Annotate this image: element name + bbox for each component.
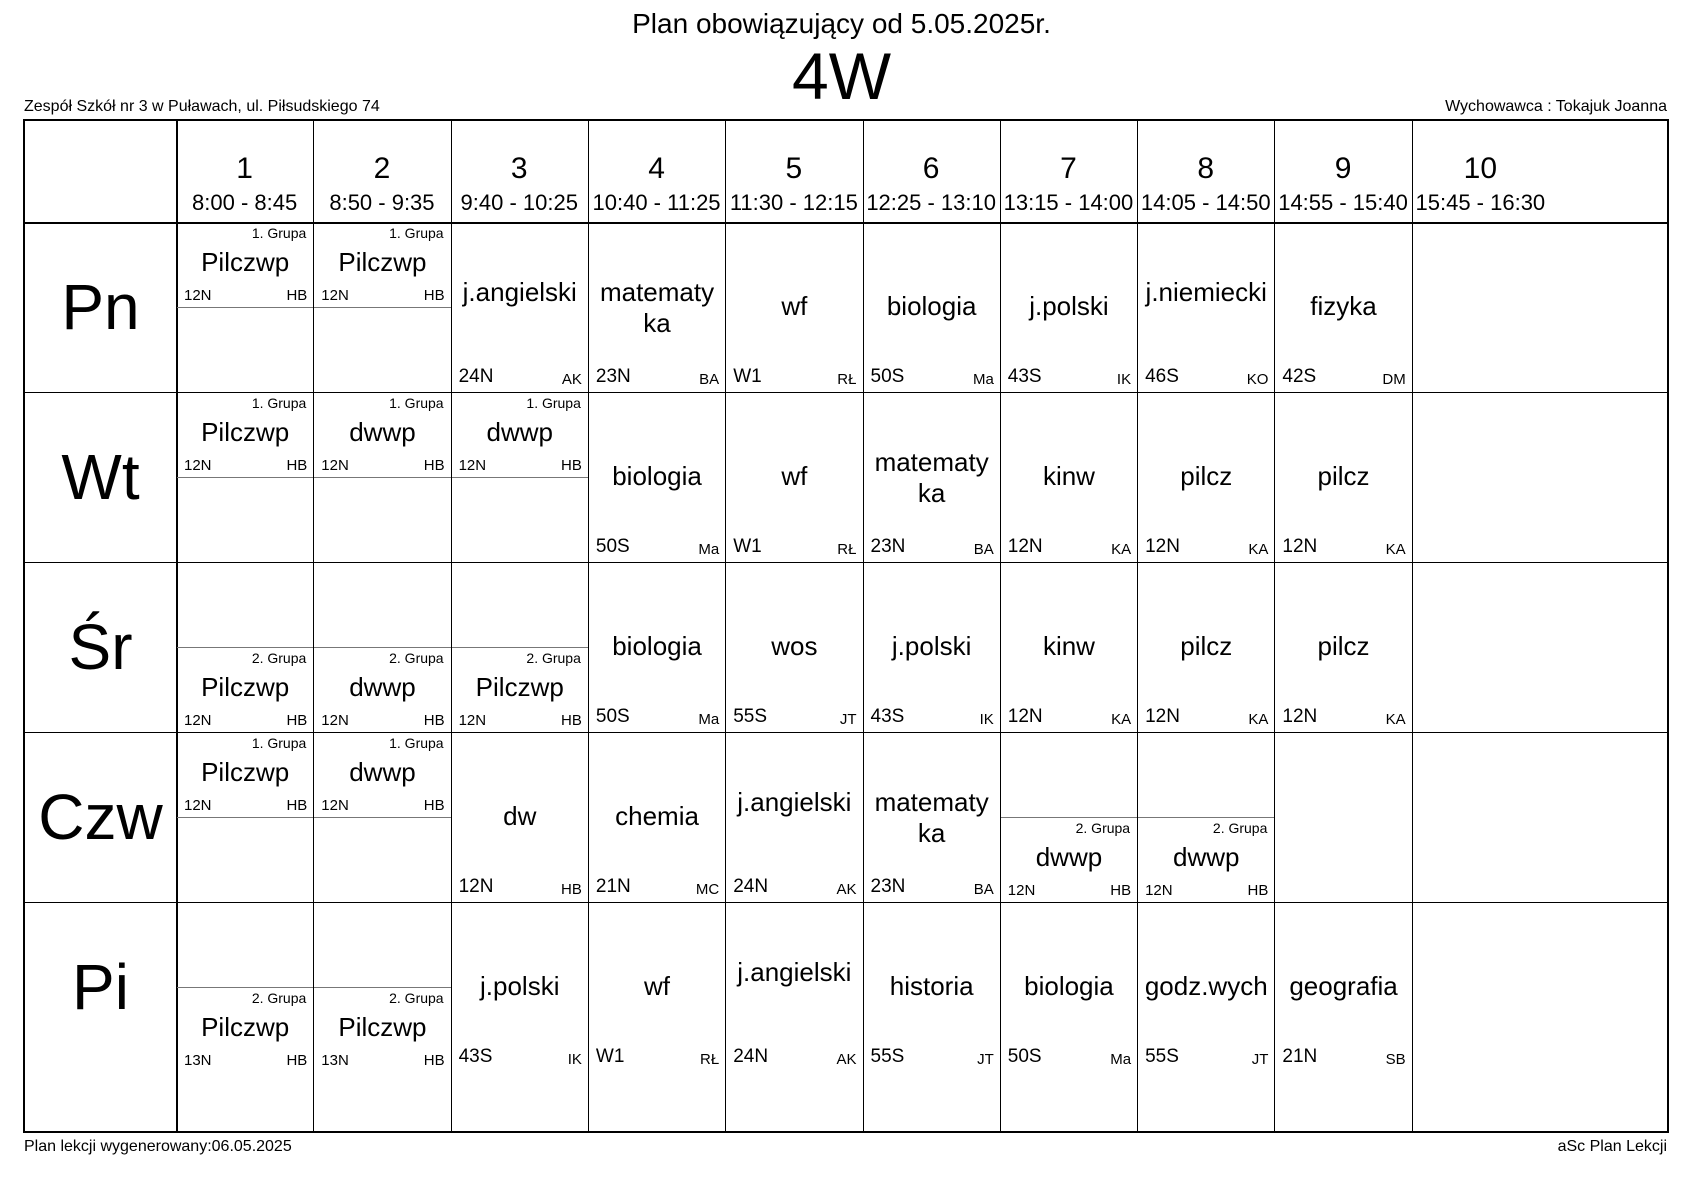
teacher-initials: JT xyxy=(839,711,857,728)
teacher-initials: HB xyxy=(561,457,582,474)
period-number: 7 xyxy=(1060,152,1077,185)
period-header xyxy=(176,121,313,222)
subject-name: chemia xyxy=(615,801,699,831)
lesson-cell xyxy=(864,393,1000,562)
period-header xyxy=(451,121,588,222)
room-number: W1 xyxy=(595,1046,625,1067)
generated-date: Plan lekcji wygenerowany:06.05.2025 xyxy=(24,1138,292,1155)
period-header xyxy=(313,121,450,222)
day-label: Śr xyxy=(68,611,133,683)
teacher-initials: JT xyxy=(1251,1051,1269,1068)
room-number: 12N xyxy=(1007,882,1036,899)
lesson-cell xyxy=(726,563,862,732)
group-lesson xyxy=(452,647,588,732)
period-time: 12:25 - 13:10 xyxy=(866,190,996,215)
period-time: 8:00 - 8:45 xyxy=(192,190,298,215)
subject-name: dw xyxy=(503,801,537,831)
lesson-cell xyxy=(452,733,588,902)
lesson-cell xyxy=(864,223,1000,392)
teacher-initials: IK xyxy=(1116,371,1132,388)
class-name: 4W xyxy=(792,39,891,113)
room-number: 12N xyxy=(1145,706,1180,727)
teacher-initials: HB xyxy=(286,1052,308,1069)
grid-vline xyxy=(1412,121,1413,1131)
teacher-initials: HB xyxy=(286,797,308,814)
period-header xyxy=(588,121,725,222)
teacher-initials: HB xyxy=(423,287,445,304)
subject-name: j.polski xyxy=(1029,291,1109,321)
subject-name: j.angielski xyxy=(737,957,852,987)
group-lesson xyxy=(1138,817,1274,902)
room-number: 23N xyxy=(870,876,906,897)
group-label: 1. Grupa xyxy=(251,735,307,751)
lesson-cell xyxy=(1138,733,1274,902)
teacher-initials: AK xyxy=(836,1051,857,1068)
lesson-cell xyxy=(452,903,588,1072)
subject-name: j.polski xyxy=(480,971,560,1001)
group-label: 2. Grupa xyxy=(1212,820,1268,836)
teacher-initials: Ma xyxy=(972,371,994,388)
room-number: 23N xyxy=(870,536,906,557)
teacher-initials: KA xyxy=(1111,541,1132,558)
lesson-cell xyxy=(864,903,1000,1072)
subject-name: Pilczwp xyxy=(201,757,290,787)
teacher-initials: RŁ xyxy=(837,371,857,388)
lesson-cell xyxy=(177,223,313,392)
room-number: 13N xyxy=(321,1052,349,1069)
teacher-initials: AK xyxy=(836,881,857,898)
lesson-cell xyxy=(1275,903,1411,1072)
teacher-initials: KA xyxy=(1111,711,1132,728)
teacher-initials: IK xyxy=(979,711,994,728)
teacher-initials: KO xyxy=(1246,371,1269,388)
subject-name: biologia xyxy=(886,291,977,321)
lesson-cell xyxy=(1138,563,1274,732)
subject-name: pilcz xyxy=(1317,631,1370,661)
lesson-cell xyxy=(314,733,450,902)
subject-name: j.polski xyxy=(891,631,972,661)
group-label: 2. Grupa xyxy=(251,650,307,666)
room-number: 43S xyxy=(1007,366,1042,387)
teacher-initials: AK xyxy=(561,371,582,388)
lesson-cell xyxy=(589,563,725,732)
teacher-initials: BA xyxy=(973,541,994,558)
group-lesson xyxy=(177,987,313,1072)
period-time: 15:45 - 16:30 xyxy=(1415,190,1546,215)
teacher-initials: HB xyxy=(1247,882,1269,899)
room-number: 12N xyxy=(1007,536,1043,557)
room-number: 24N xyxy=(733,876,769,897)
teacher-initials: HB xyxy=(423,797,445,814)
subject-name: j.angielski xyxy=(462,277,577,307)
room-number: 12N xyxy=(458,457,487,474)
room-number: 24N xyxy=(458,366,494,387)
subject-name: dwwp xyxy=(1035,842,1103,872)
group-label: 1. Grupa xyxy=(389,225,444,241)
period-number: 6 xyxy=(922,152,940,185)
subject-name: Pilczwp xyxy=(475,672,564,702)
subject-name: kinw xyxy=(1042,461,1095,491)
lesson-cell xyxy=(452,563,588,732)
lesson-cell xyxy=(1001,563,1137,732)
group-lesson xyxy=(452,393,588,478)
period-time: 10:40 - 11:25 xyxy=(592,190,721,215)
period-number: 1 xyxy=(236,152,253,185)
timetable-grid xyxy=(23,119,1669,1133)
subject-name: matematyka xyxy=(874,787,989,848)
room-number: 21N xyxy=(1282,1046,1318,1067)
room-number: 43S xyxy=(870,706,905,727)
room-number: 50S xyxy=(595,536,630,557)
group-lesson xyxy=(177,223,313,308)
period-number: 10 xyxy=(1463,152,1498,185)
lesson-cell xyxy=(1001,223,1137,392)
subject-name: wf xyxy=(644,971,671,1001)
lesson-cell xyxy=(1275,563,1411,732)
room-number: 12N xyxy=(1145,536,1180,557)
subject-name: Pilczwp xyxy=(201,417,290,447)
lesson-cell xyxy=(726,393,862,562)
subject-name: godz.wych xyxy=(1144,971,1268,1001)
subject-name: geografia xyxy=(1289,971,1398,1001)
teacher-initials: Ma xyxy=(698,541,720,558)
subject-name: j.angielski xyxy=(737,787,852,817)
room-number: 23N xyxy=(595,366,631,387)
room-number: 50S xyxy=(1007,1046,1042,1067)
teacher-initials: HB xyxy=(1110,882,1132,899)
subject-name: Pilczwp xyxy=(338,1012,427,1042)
group-label: 1. Grupa xyxy=(251,225,307,241)
room-number: 55S xyxy=(870,1046,905,1067)
lesson-cell xyxy=(314,223,450,392)
room-number: 12N xyxy=(184,457,212,474)
room-number: 42S xyxy=(1282,366,1317,387)
subject-name: dwwp xyxy=(349,417,416,447)
day-label: Czw xyxy=(38,781,163,853)
group-lesson xyxy=(177,393,313,478)
day-label: Wt xyxy=(61,441,140,513)
group-lesson xyxy=(1001,817,1137,902)
room-number: W1 xyxy=(733,536,762,557)
day-label: Pn xyxy=(61,271,140,343)
software-credit: aSc Plan Lekcji xyxy=(1557,1138,1667,1155)
teacher-initials: BA xyxy=(699,371,720,388)
teacher-initials: KA xyxy=(1385,711,1406,728)
lesson-cell xyxy=(314,903,450,1072)
subject-name: wf xyxy=(781,291,808,321)
period-number: 5 xyxy=(785,152,803,185)
teacher-initials: HB xyxy=(423,1052,445,1069)
teacher-initials: HB xyxy=(423,712,445,729)
teacher-initials: HB xyxy=(286,287,308,304)
teacher-initials: KA xyxy=(1385,541,1406,558)
room-number: 12N xyxy=(458,712,487,729)
lesson-cell xyxy=(589,393,725,562)
lesson-cell xyxy=(1275,223,1411,392)
day-label: Pi xyxy=(72,951,129,1023)
group-label: 1. Grupa xyxy=(526,395,581,411)
teacher-initials: BA xyxy=(973,881,994,898)
teacher-initials: Ma xyxy=(698,711,720,728)
lesson-cell xyxy=(177,563,313,732)
room-number: 12N xyxy=(321,712,349,729)
room-number: 55S xyxy=(733,706,767,727)
subject-name: historia xyxy=(889,971,974,1001)
subject-name: dwwp xyxy=(349,672,416,702)
subject-name: Pilczwp xyxy=(201,1012,290,1042)
subject-name: pilcz xyxy=(1180,631,1233,661)
subject-name: matematyka xyxy=(599,277,715,338)
subject-name: pilcz xyxy=(1317,461,1370,491)
room-number: 24N xyxy=(733,1046,769,1067)
lesson-cell xyxy=(1138,393,1274,562)
period-time: 9:40 - 10:25 xyxy=(460,190,578,215)
group-label: 2. Grupa xyxy=(1075,820,1131,836)
period-header xyxy=(1137,121,1274,222)
room-number: 12N xyxy=(321,797,349,814)
subject-name: kinw xyxy=(1042,631,1095,661)
subject-name: dwwp xyxy=(1173,842,1240,872)
lesson-cell xyxy=(726,223,862,392)
subject-name: j.niemiecki xyxy=(1145,277,1267,307)
lesson-cell xyxy=(452,393,588,562)
subject-name: pilcz xyxy=(1180,461,1233,491)
group-label: 1. Grupa xyxy=(251,395,307,411)
teacher-initials: MC xyxy=(695,881,720,898)
period-time: 13:15 - 14:00 xyxy=(1003,190,1134,215)
teacher-initials: HB xyxy=(286,457,308,474)
room-number: 12N xyxy=(1007,706,1043,727)
subject-name: biologia xyxy=(1024,971,1114,1001)
lesson-cell xyxy=(1138,903,1274,1072)
period-time: 11:30 - 12:15 xyxy=(729,190,858,215)
room-number: 12N xyxy=(458,876,494,897)
teacher-initials: HB xyxy=(286,712,308,729)
group-label: 1. Grupa xyxy=(389,395,444,411)
room-number: 12N xyxy=(184,712,212,729)
room-number: 21N xyxy=(595,876,631,897)
period-header xyxy=(863,121,1000,222)
subject-name: biologia xyxy=(612,631,702,661)
teacher-initials: KA xyxy=(1248,711,1269,728)
teacher-initials: RŁ xyxy=(837,541,857,558)
group-lesson xyxy=(314,223,450,308)
room-number: 46S xyxy=(1145,366,1179,387)
lesson-cell xyxy=(1001,733,1137,902)
room-number: 12N xyxy=(321,457,349,474)
room-number: 12N xyxy=(1145,882,1173,899)
lesson-cell xyxy=(177,733,313,902)
group-lesson xyxy=(314,987,450,1072)
period-number: 2 xyxy=(373,152,391,185)
period-number: 4 xyxy=(648,152,665,185)
group-lesson xyxy=(177,733,313,818)
lesson-cell xyxy=(864,563,1000,732)
period-number: 9 xyxy=(1334,152,1352,185)
period-header xyxy=(1000,121,1137,222)
subject-name: Pilczwp xyxy=(201,672,290,702)
group-label: 2. Grupa xyxy=(526,650,581,666)
group-lesson xyxy=(314,393,450,478)
lesson-cell xyxy=(1138,223,1274,392)
lesson-cell xyxy=(1001,903,1137,1072)
room-number: 12N xyxy=(184,797,212,814)
group-lesson xyxy=(314,733,450,818)
lesson-cell xyxy=(1001,393,1137,562)
period-number: 8 xyxy=(1197,152,1215,185)
period-number: 3 xyxy=(510,152,528,185)
lesson-cell xyxy=(314,393,450,562)
period-header xyxy=(725,121,862,222)
subject-name: wf xyxy=(781,461,808,491)
plan-title: Plan obowiązujący od 5.05.2025r. xyxy=(632,8,1051,39)
class-tutor: Wychowawca : Tokajuk Joanna xyxy=(1445,98,1667,115)
teacher-initials: JT xyxy=(977,1051,994,1068)
lesson-cell xyxy=(589,223,725,392)
group-label: 2. Grupa xyxy=(389,650,444,666)
period-header xyxy=(1274,121,1411,222)
room-number: 12N xyxy=(1282,536,1318,557)
room-number: 55S xyxy=(1145,1046,1179,1067)
subject-name: dwwp xyxy=(349,757,416,787)
teacher-initials: KA xyxy=(1248,541,1269,558)
subject-name: Pilczwp xyxy=(338,247,427,277)
room-number: 50S xyxy=(870,366,905,387)
teacher-initials: SB xyxy=(1385,1051,1406,1068)
subject-name: fizyka xyxy=(1310,291,1377,321)
teacher-initials: IK xyxy=(567,1051,582,1068)
teacher-initials: DM xyxy=(1382,371,1406,388)
period-header xyxy=(1412,121,1549,222)
teacher-initials: HB xyxy=(561,712,582,729)
group-label: 2. Grupa xyxy=(251,990,307,1006)
teacher-initials: HB xyxy=(423,457,445,474)
teacher-initials: HB xyxy=(561,881,582,898)
lesson-cell xyxy=(177,393,313,562)
subject-name: biologia xyxy=(612,461,702,491)
group-label: 2. Grupa xyxy=(389,990,444,1006)
teacher-initials: RŁ xyxy=(700,1051,720,1068)
lesson-cell xyxy=(589,903,725,1072)
lesson-cell xyxy=(864,733,1000,902)
room-number: 12N xyxy=(184,287,212,304)
subject-name: matematyka xyxy=(874,447,989,508)
room-number: 12N xyxy=(1282,706,1318,727)
room-number: 12N xyxy=(321,287,349,304)
group-lesson xyxy=(177,647,313,732)
subject-name: Pilczwp xyxy=(201,247,290,277)
group-label: 1. Grupa xyxy=(389,735,444,751)
subject-name: dwwp xyxy=(486,417,553,447)
lesson-cell xyxy=(726,903,862,1072)
period-time: 14:55 - 15:40 xyxy=(1278,190,1408,215)
period-time: 14:05 - 14:50 xyxy=(1140,190,1271,215)
lesson-cell xyxy=(177,903,313,1072)
lesson-cell xyxy=(452,223,588,392)
lesson-cell xyxy=(1275,393,1411,562)
room-number: 13N xyxy=(184,1052,212,1069)
school-name: Zespół Szkół nr 3 w Puławach, ul. Piłsudskiego 74 xyxy=(24,98,380,115)
group-lesson xyxy=(314,647,450,732)
room-number: W1 xyxy=(733,366,762,387)
subject-name: wos xyxy=(771,631,818,661)
lesson-cell xyxy=(726,733,862,902)
lesson-cell xyxy=(314,563,450,732)
teacher-initials: Ma xyxy=(1110,1051,1132,1068)
lesson-cell xyxy=(589,733,725,902)
room-number: 50S xyxy=(595,706,630,727)
period-time: 8:50 - 9:35 xyxy=(329,190,435,215)
room-number: 43S xyxy=(458,1046,493,1067)
